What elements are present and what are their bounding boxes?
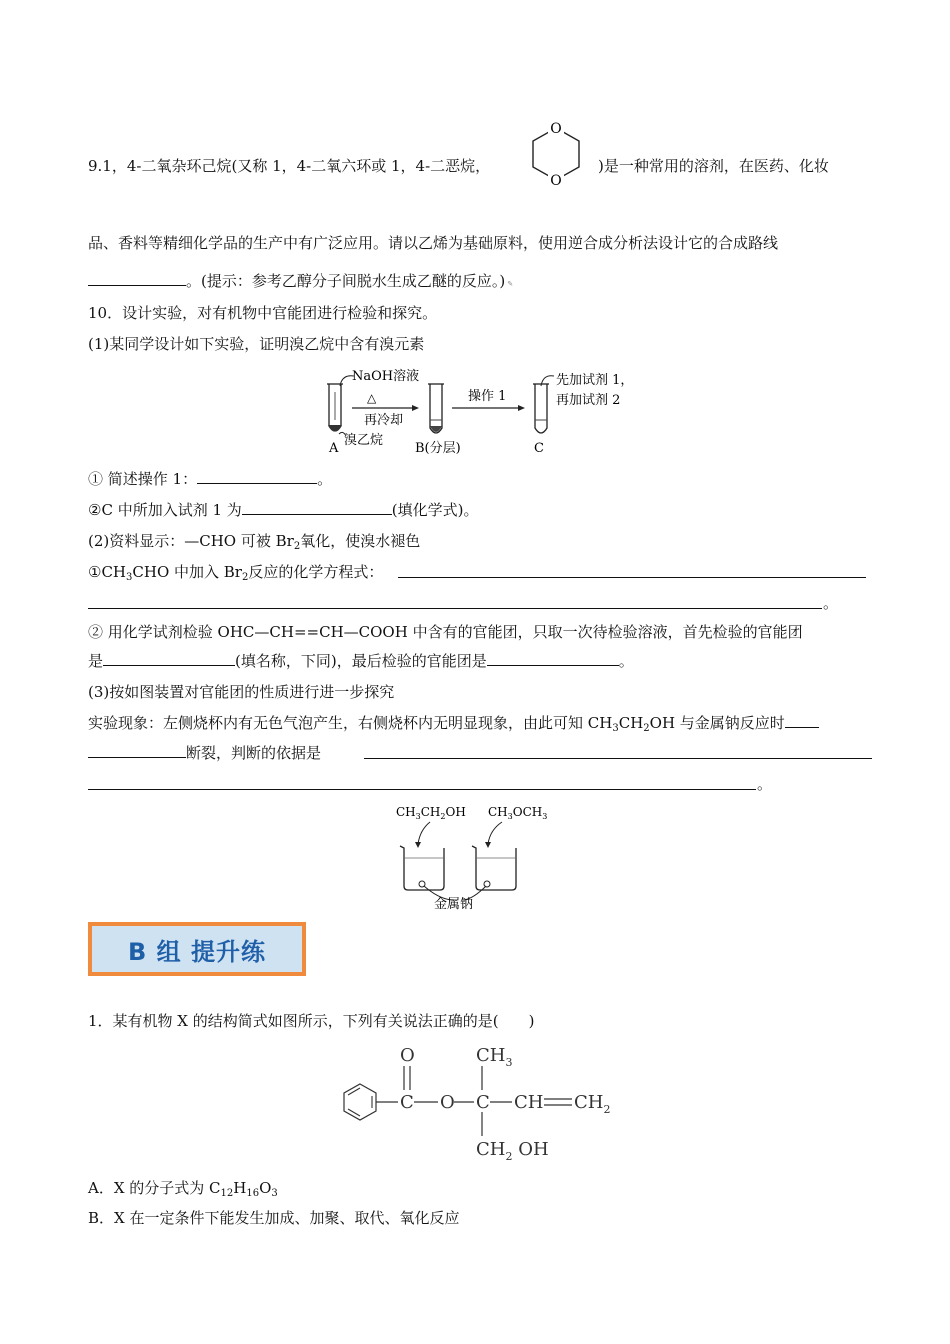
reagent1-answer-blank[interactable] <box>242 500 392 515</box>
q9-line3: 。(提示：参考乙醇分子间脱水生成乙醚的反应。) ✎ <box>88 271 513 294</box>
fig1-heat-label: △ <box>367 391 377 405</box>
basis-period: 。 <box>757 775 773 793</box>
struct-o-top: O <box>400 1045 415 1066</box>
struct-c1: C <box>400 1092 414 1113</box>
dioxane-structure <box>520 118 600 196</box>
sodium-beaker-figure <box>390 800 570 914</box>
fig1-op-label: 操作 1 <box>468 389 507 404</box>
struct-c2: C <box>476 1092 490 1113</box>
q10-exp-line2: 断裂，判断的依据是 <box>88 743 321 763</box>
last-group-answer-blank[interactable] <box>487 651 619 666</box>
q10-part2: (2)资料显示：—CHO 可被 $Br_2$氧化，使溴水褪色 <box>88 532 421 552</box>
op1-answer-blank[interactable] <box>197 469 317 484</box>
compound-x-structure <box>330 1036 620 1166</box>
fig1-label-c: C <box>534 441 544 456</box>
struct-ch2oh: $CH_2$ OH <box>476 1139 549 1163</box>
fig1-add2-label: 再加试剂 2 <box>556 393 621 408</box>
fig1-sample-label: 溴乙烷 <box>344 433 384 448</box>
fig1-cool-label: 再冷却 <box>364 413 404 428</box>
q10-fg-line2: 是 (填名称，下同)，最后检验的官能团是 。 <box>88 652 634 670</box>
struct-ch2: $CH_2$ <box>574 1092 611 1116</box>
equation-answer-line-2[interactable] <box>88 608 822 609</box>
q9-line1-end: )是一种常用的溶剂，在医药、化妆 <box>598 157 829 175</box>
basis-answer-line-2[interactable] <box>88 789 756 790</box>
q10-s1: ① 简述操作 1： 。 <box>88 470 333 488</box>
first-group-answer-blank[interactable] <box>103 651 235 666</box>
b1-question: 1．某有机物 X 的结构简式如图所示，下列有关说法正确的是( ) <box>88 1012 535 1030</box>
b1-option-a[interactable]: A．X 的分子式为 $C_{12}H_{16}O_3$ <box>88 1179 278 1199</box>
equation-answer-line-1[interactable] <box>398 577 866 578</box>
equation-period: 。 <box>823 594 839 612</box>
struct-ch: CH <box>514 1092 544 1113</box>
fig1-label-b: B(分层) <box>415 441 461 456</box>
fig1-reagent-label: NaOH溶液 <box>352 369 420 384</box>
q10-fg-line1: ② 用化学试剂检验 OHC—CH==CH—COOH 中含有的官能团，只取一次待检验溶液，首先检验的官能团 <box>88 623 803 641</box>
q10-exp-line1: 实验现象：左侧烧杯内有无色气泡产生，右侧烧杯内无明显现象，由此可知 $CH_3CH_2OH$ 与金属钠反应时 <box>88 713 819 733</box>
fig2-right-label: $CH_3OCH_3$ <box>488 805 548 821</box>
fig1-add1-label: 先加试剂 1， <box>556 373 634 388</box>
struct-ch3: $CH_3$ <box>476 1045 513 1069</box>
section-b-banner <box>88 922 306 976</box>
q10-s2: ②C 中所加入试剂 1 为 (填化学式)。 <box>88 501 479 519</box>
dioxane-oxygen-bottom: O <box>550 173 562 189</box>
section-b-banner-text: B 组 提升练 <box>127 937 266 966</box>
q10-part3: (3)按如图装置对官能团的性质进行进一步探究 <box>88 683 395 701</box>
fig1-label-a: A <box>329 441 339 456</box>
q10-title: 10．设计实验，对有机物中官能团进行检验和探究。 <box>88 304 438 322</box>
bond-answer-blank[interactable] <box>88 743 186 758</box>
q10-equation-line: $①CH_3CHO$ 中加入 $Br_2$反应的化学方程式： <box>88 563 384 583</box>
bond-answer-blank-start[interactable] <box>785 713 819 728</box>
section-b-banner-inner <box>92 926 302 972</box>
q9-line1-start: 9.1，4-二氧杂环己烷(又称 1，4-二氧六环或 1，4-二恶烷， <box>88 157 491 175</box>
dioxane-oxygen-top: O <box>550 121 562 137</box>
q10-part1: (1)某同学设计如下实验，证明溴乙烷中含有溴元素 <box>88 335 425 353</box>
fig2-left-label: $CH_3CH_2OH$ <box>396 805 466 821</box>
fig2-sodium-label: 金属钠 <box>434 897 474 912</box>
q9-line2: 品、香料等精细化学品的生产中有广泛应用。请以乙烯为基础原料，使用逆合成分析法设计它的合成路线 <box>88 234 779 252</box>
basis-answer-line-1[interactable] <box>364 758 872 759</box>
small-mark-icon: ✎ <box>507 280 514 288</box>
b1-option-b[interactable]: B．X 在一定条件下能发生加成、加聚、取代、氧化反应 <box>88 1209 460 1227</box>
q9-answer-blank[interactable] <box>88 271 186 286</box>
bromoethane-experiment-figure <box>318 364 658 459</box>
struct-o-mid: O <box>440 1092 455 1113</box>
